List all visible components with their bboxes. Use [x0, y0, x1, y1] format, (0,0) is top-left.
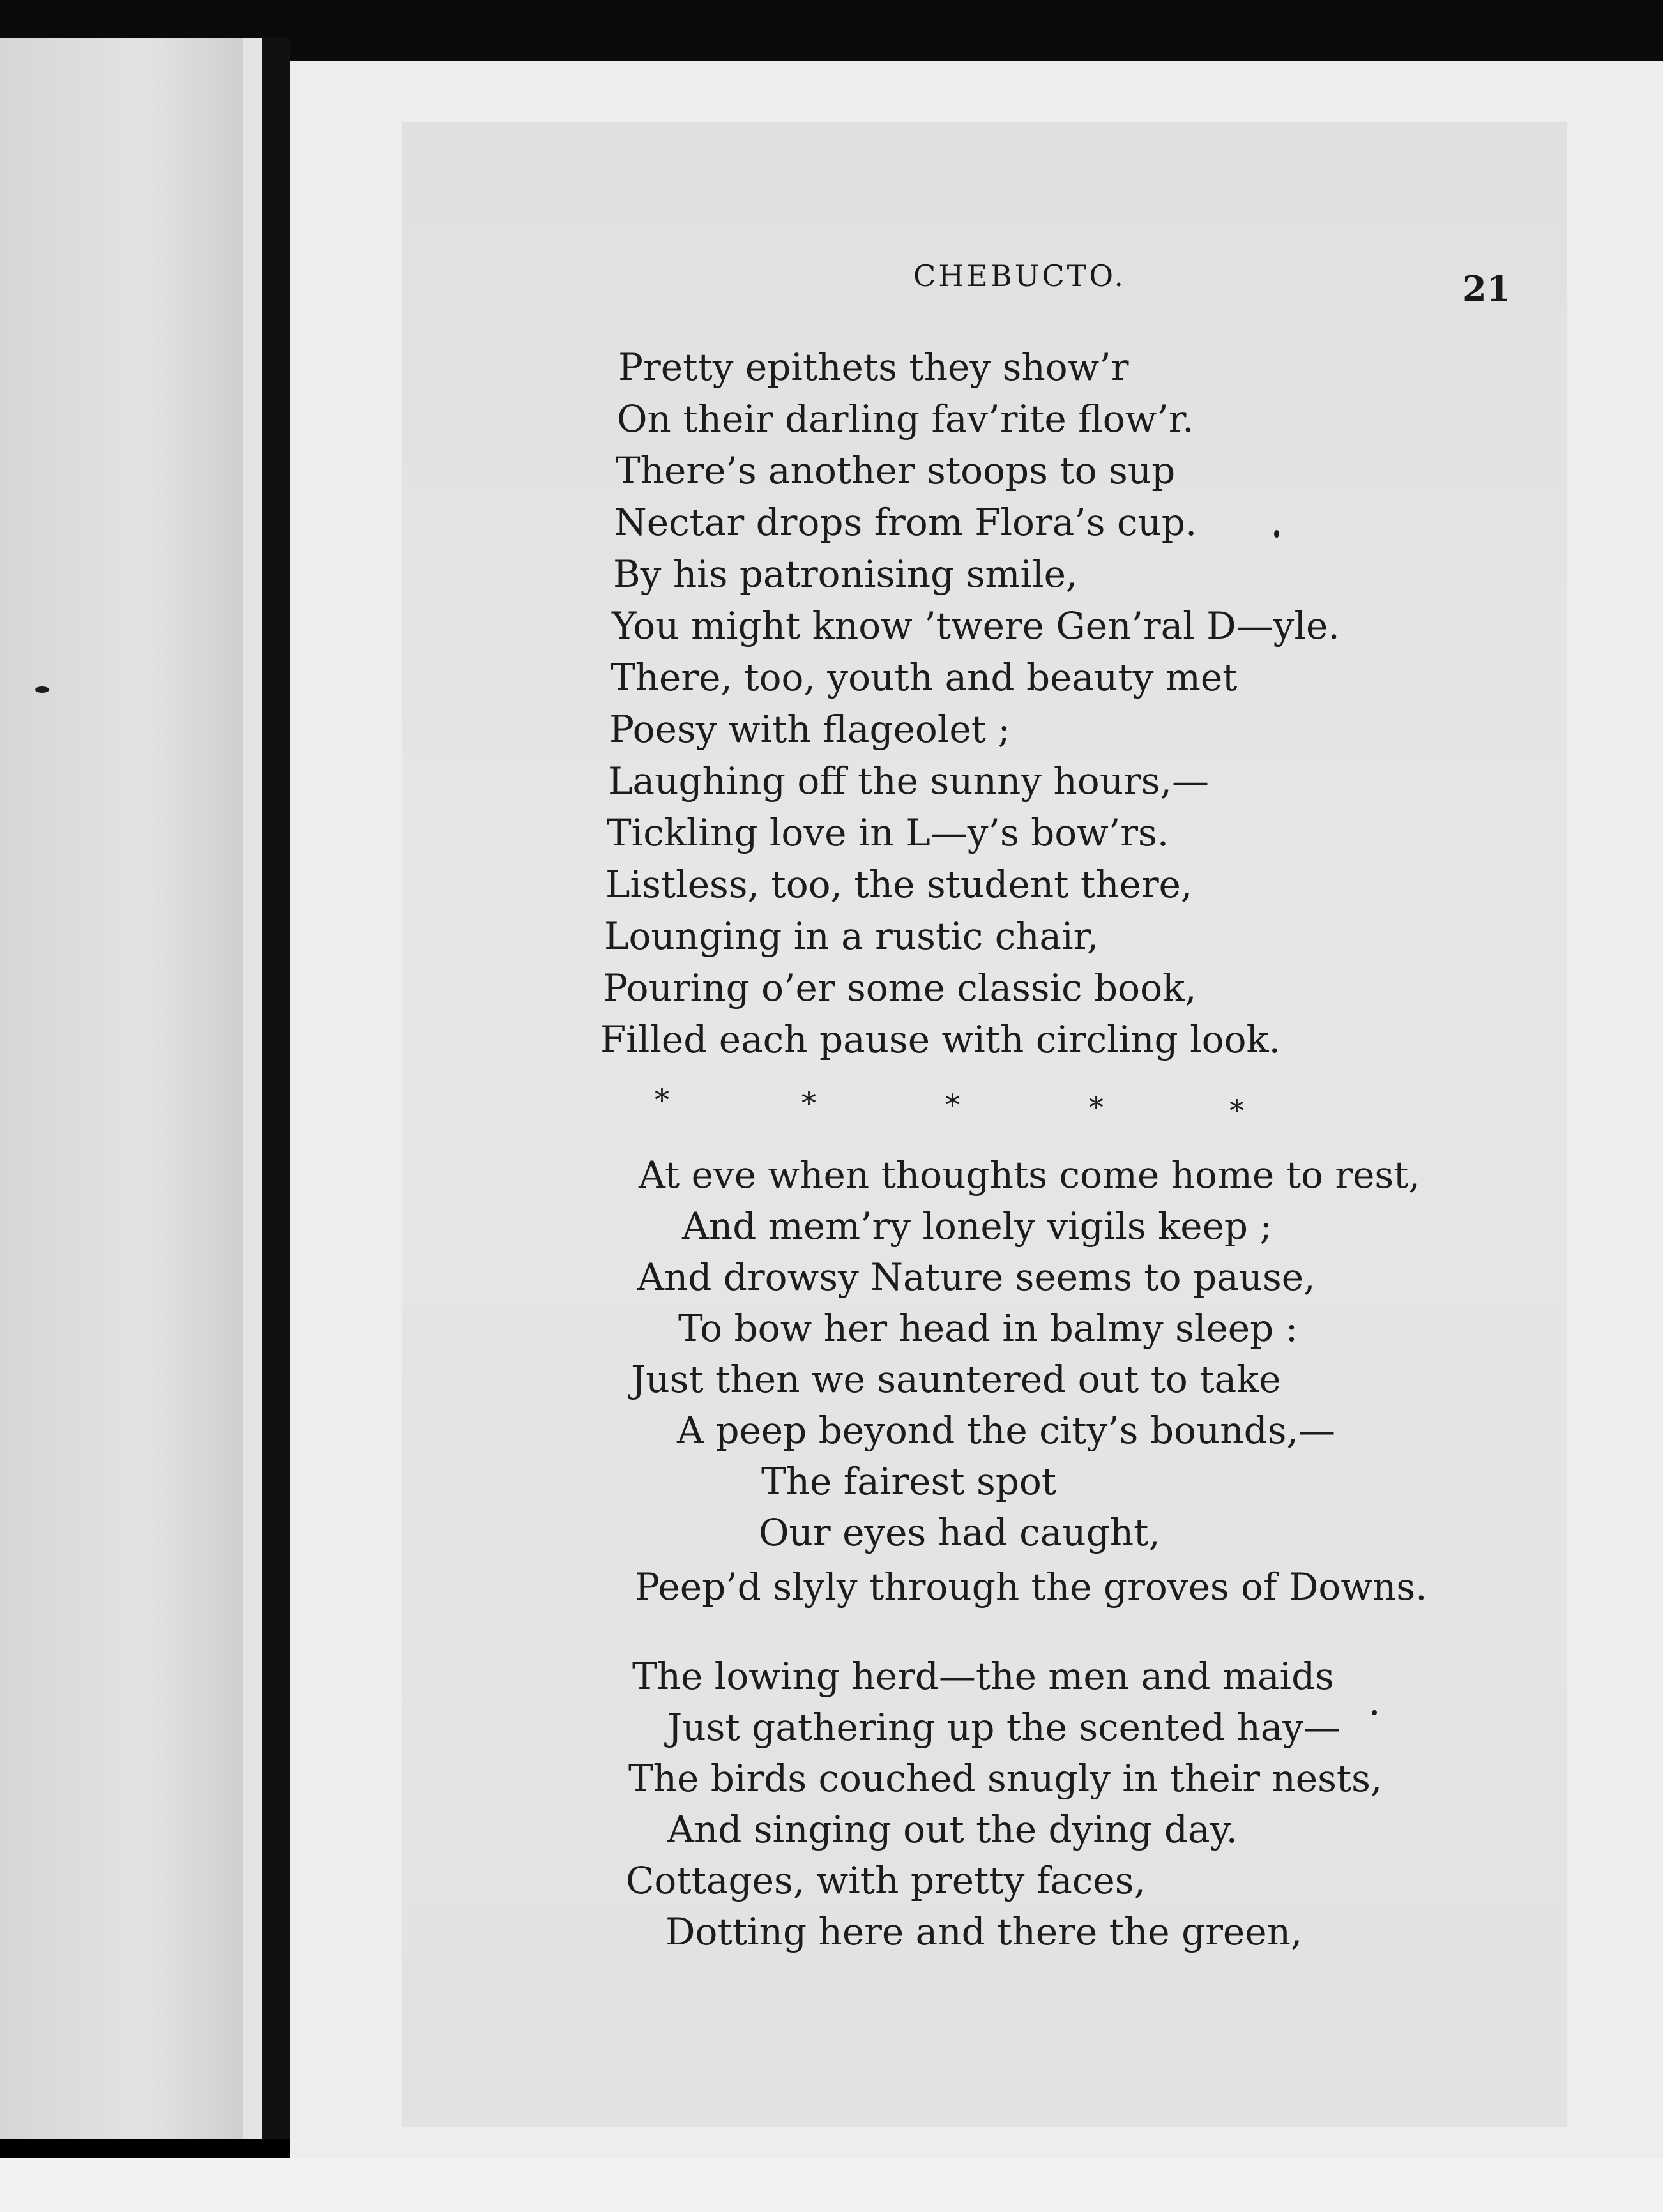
separator-asterisk: * — [801, 1086, 816, 1120]
verse-line: And singing out the dying day. — [667, 1808, 1238, 1851]
verse-line: By his patronising smile, — [613, 552, 1078, 596]
separator-asterisk: * — [655, 1082, 669, 1117]
verse-line: The birds couched snugly in their nests, — [628, 1757, 1383, 1800]
scan-speck — [1372, 1710, 1377, 1715]
verse-line: On their darling fav’rite flow’r. — [617, 397, 1194, 441]
verse-line: Peep’d slyly through the groves of Downs. — [635, 1565, 1427, 1609]
verse-line: Filled each pause with circling look. — [600, 1018, 1281, 1061]
verse-line: Our eyes had caught, — [759, 1511, 1160, 1554]
verse-line: Lounging in a rustic chair, — [604, 914, 1099, 958]
verse-line: The fairest spot — [761, 1460, 1057, 1503]
verse-line: A peep beyond the city’s bounds,— — [677, 1409, 1335, 1452]
running-head: CHEBUCTO. — [913, 259, 1126, 293]
verse-line: There, too, youth and beauty met — [611, 656, 1238, 699]
verse-line: At eve when thoughts come home to rest, — [639, 1153, 1420, 1197]
scan-speck — [35, 686, 49, 693]
verse-line: Laughing off the sunny hours,— — [608, 759, 1209, 803]
verse-line: There’s another stoops to sup — [616, 449, 1176, 492]
verse-line: Pouring o’er some classic book, — [603, 966, 1197, 1010]
verse-line: Nectar drops from Flora’s cup. — [614, 501, 1197, 544]
verse-line: Tickling love in L—y’s bow’rs. — [607, 811, 1169, 854]
verse-line: Cottages, with pretty faces, — [626, 1859, 1146, 1902]
verse-line: To bow her head in balmy sleep : — [678, 1307, 1298, 1350]
verse-line: Listless, too, the student there, — [605, 863, 1193, 906]
verse-line: Just then we sauntered out to take — [631, 1358, 1281, 1401]
separator-asterisk: * — [1229, 1093, 1244, 1128]
verse-line: Just gathering up the scented hay— — [667, 1706, 1341, 1749]
verse-line: Poesy with flageolet ; — [609, 708, 1010, 751]
verse-line: And drowsy Nature seems to pause, — [637, 1255, 1316, 1299]
page-number: 21 — [1462, 268, 1511, 309]
verse-line: Pretty epithets they show’r — [618, 345, 1129, 389]
separator-asterisk: * — [945, 1087, 960, 1122]
verse-line: Dotting here and there the green, — [665, 1910, 1303, 1953]
separator-asterisk: * — [1089, 1090, 1104, 1125]
verse-line: And mem’ry lonely vigils keep ; — [682, 1204, 1273, 1248]
verse-line: You might know ’twere Gen’ral D—yle. — [612, 604, 1340, 648]
verse-line: The lowing herd—the men and maids — [632, 1655, 1334, 1698]
scan-speck — [1274, 530, 1279, 538]
